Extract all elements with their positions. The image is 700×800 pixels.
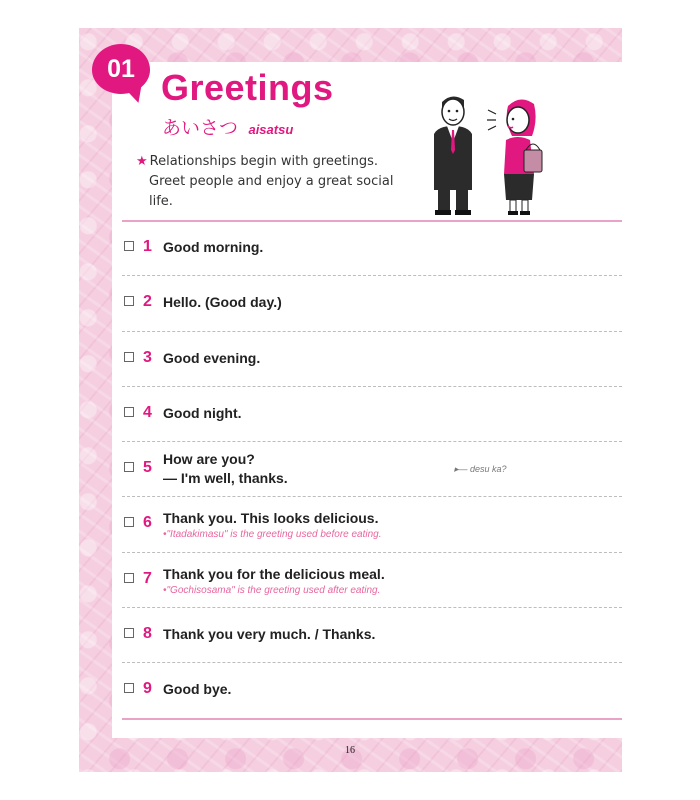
woman-figure [487, 99, 542, 215]
checkbox[interactable] [124, 462, 134, 472]
checkbox[interactable] [124, 241, 134, 251]
list-item [122, 663, 622, 718]
checkbox[interactable] [124, 573, 134, 583]
phrase-text: Good morning. [163, 239, 264, 255]
list-item [122, 387, 622, 442]
phrase-text: Good night. [163, 404, 242, 421]
footer-divider [122, 718, 622, 720]
reply-text: — I'm well, thanks. [163, 470, 288, 487]
list-item [122, 608, 622, 663]
businessman-figure [434, 96, 472, 215]
item-number: 6 [143, 514, 152, 532]
phrase-text: Good evening. [163, 349, 261, 366]
phrase-text: How are you? [163, 451, 255, 468]
usage-note: •"Gochisosama" is the greeting used after eating. [163, 584, 381, 596]
phrase-list [122, 221, 622, 719]
item-number: 5 [143, 459, 152, 477]
phrase-text: Thank you for the delicious meal. [163, 565, 385, 582]
checkbox[interactable] [124, 683, 134, 693]
phrase-text: Hello. (Good day.) [163, 294, 282, 311]
list-item [122, 497, 622, 552]
item-number: 4 [143, 403, 152, 421]
list-item [122, 553, 622, 608]
phrase-text: Thank you. This looks delicious. [163, 510, 379, 527]
item-number: 2 [143, 293, 152, 311]
item-number: 1 [143, 238, 152, 255]
page-title: Greetings [161, 67, 334, 108]
list-item [122, 442, 622, 497]
checkbox[interactable] [124, 517, 134, 527]
star-icon: ★ [136, 154, 148, 169]
phrase-text: Thank you very much. / Thanks. [163, 626, 376, 643]
grammar-side-note: ▸— desu ka? [454, 464, 507, 474]
list-item [122, 332, 622, 387]
checkbox[interactable] [124, 296, 134, 306]
lesson-number-badge [92, 44, 150, 94]
list-item [122, 221, 622, 276]
intro-text-block [136, 152, 401, 212]
usage-note: •"Itadakimasu" is the greeting used before eating. [163, 529, 382, 541]
title-romaji: aisatsu [248, 122, 294, 137]
list-item [122, 276, 622, 331]
checkbox[interactable] [124, 407, 134, 417]
checkbox[interactable] [124, 628, 134, 638]
item-number: 3 [143, 348, 152, 366]
checkbox[interactable] [124, 352, 134, 362]
item-number: 9 [143, 680, 152, 698]
title-subtitle [162, 113, 293, 140]
lesson-number: 01 [107, 54, 135, 83]
item-number: 8 [143, 625, 152, 643]
page-number: 16 [345, 745, 355, 756]
item-number: 7 [143, 569, 152, 587]
phrase-text: Good bye. [163, 681, 232, 698]
greeting-illustration [420, 90, 560, 218]
title-kana: あいさつ [162, 117, 239, 139]
intro-text: Relationships begin with greetings. Greet people and enjoy a great social life. [149, 154, 394, 209]
